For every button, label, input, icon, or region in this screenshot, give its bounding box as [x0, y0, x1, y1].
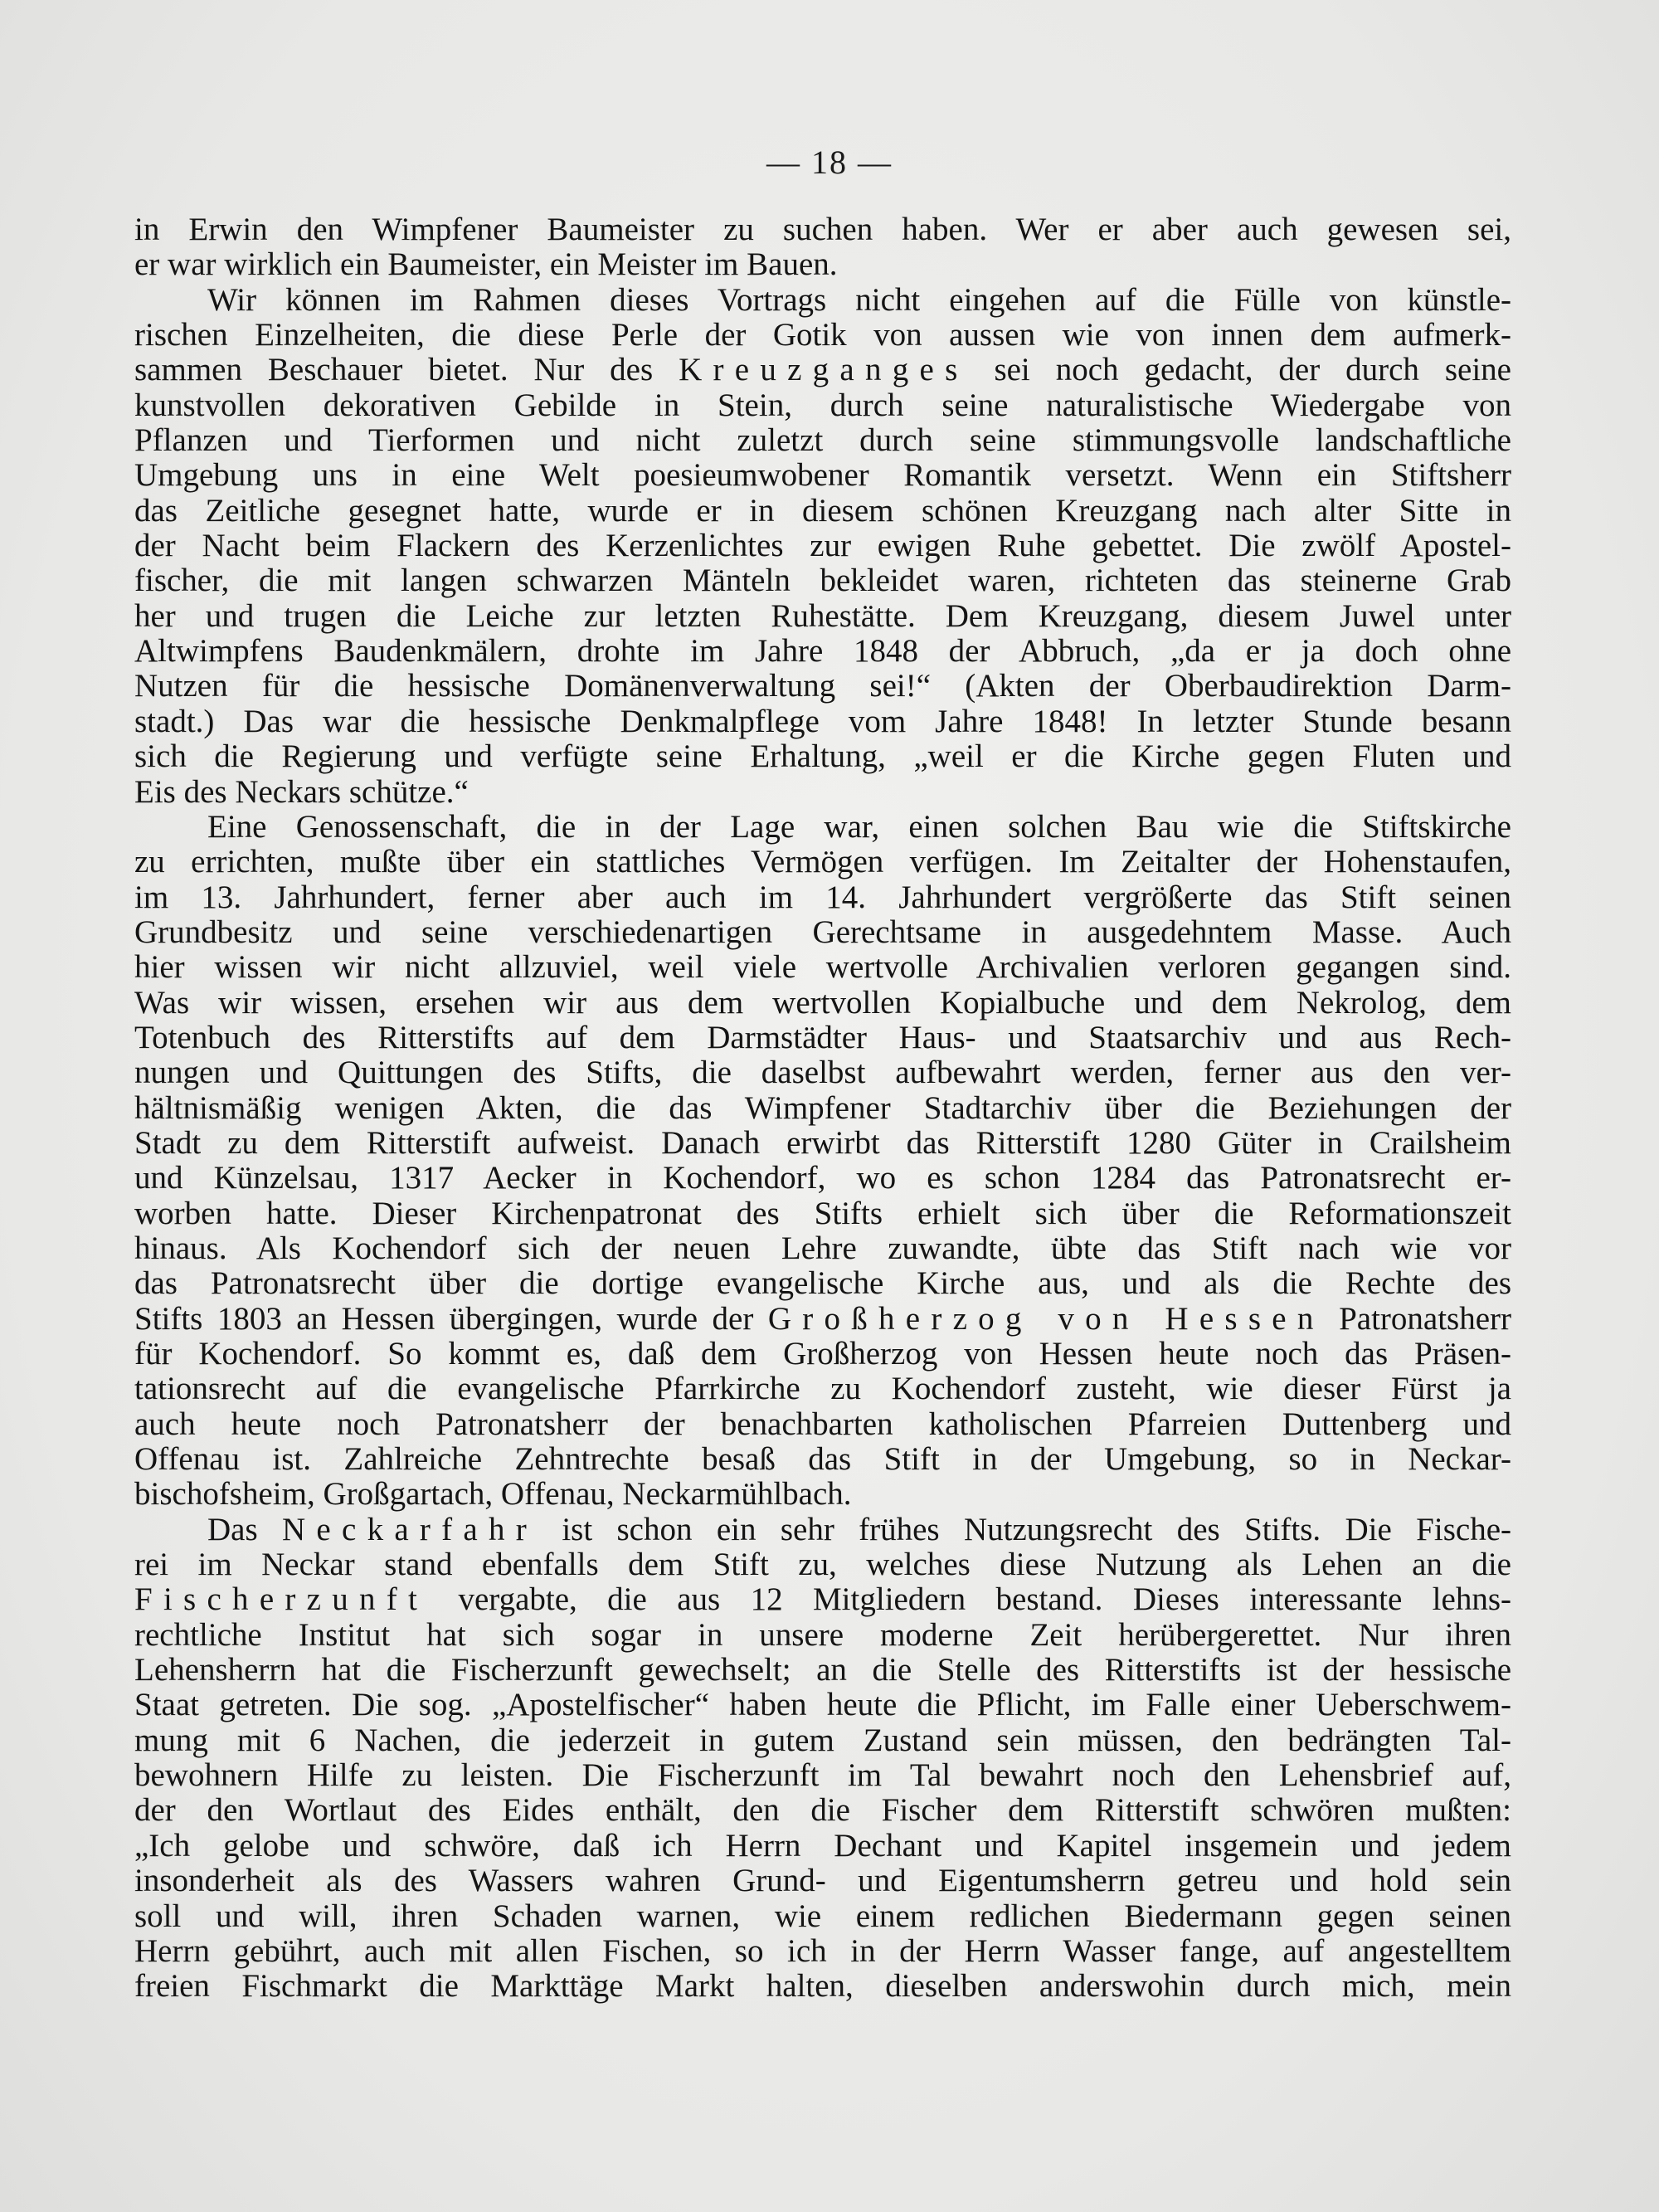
text-line: soll und will, ihren Schaden warnen, wie einem redlichen Biedermann gegen seinen — [134, 1898, 1511, 1934]
text-line: in Erwin den Wimpfener Baumeister zu suchen haben. Wer er aber auch gewesen sei, — [134, 212, 1511, 247]
body-text — [134, 212, 1511, 2005]
text-line: Eis des Neckars schütze.“ — [134, 773, 469, 810]
text-line — [134, 1302, 1511, 1337]
text-line: und Künzelsau, 1317 Aecker in Kochendorf, wo es schon 1284 das Patronatsrecht er- — [134, 1160, 1511, 1196]
text-line: Staat getreten. Die sog. „Apostelfischer“ haben heute die Pflicht, im Falle einer Ueberschwem- — [134, 1687, 1511, 1723]
text-line — [134, 353, 1511, 387]
spaced-emphasis: Kreuzganges — [679, 352, 969, 388]
text-line: rechtliche Institut hat sich sogar in unsere moderne Zeit herübergerettet. Nur ihren — [134, 1616, 1511, 1653]
line-segment: Patronatsherr — [1324, 1300, 1512, 1337]
text-line: er war wirklich ein Baumeister, ein Meister im Bauen. — [134, 246, 838, 283]
text-line: hinaus. Als Kochendorf sich der neuen Lehre zuwandte, übte das Stift nach wie vor — [134, 1230, 1511, 1266]
text-line: bewohnern Hilfe zu leisten. Die Fischerzunft im Tal bewahrt noch den Lehensbrief auf, — [134, 1757, 1511, 1794]
text-line: Totenbuch des Ritterstifts auf dem Darmstädter Haus- und Staatsarchiv und aus Rech- — [134, 1019, 1511, 1055]
text-line: Grundbesitz und seine verschiedenartigen Gerechtsame in ausgedehntem Masse. Auch — [134, 914, 1511, 950]
text-line: her und trugen die Leiche zur letzten Ruhestätte. Dem Kreuzgang, diesem Juwel unter — [134, 597, 1511, 634]
spaced-emphasis: Großherzog von Hessen — [767, 1300, 1325, 1337]
line-segment: sei noch gedacht, der durch seine — [968, 352, 1511, 388]
text-line: rischen Einzelheiten, die diese Perle der Gotik von aussen wie von innen dem aufmerk- — [134, 317, 1511, 353]
text-line: kunstvollen dekorativen Gebilde in Stein, durch seine naturalistische Wiedergabe von — [134, 387, 1511, 423]
text-line: hier wissen wir nicht allzuviel, weil viele wertvolle Archivalien verloren gegangen sind. — [134, 949, 1511, 986]
spaced-emphasis: Neckarfahr — [282, 1511, 538, 1547]
text-line: bischofsheim, Großgartach, Offenau, Neckarmühlbach. — [134, 1476, 852, 1513]
text-line: Wir können im Rahmen dieses Vortrags nicht eingehen auf die Fülle von künstle- — [207, 281, 1511, 318]
text-line: Herrn gebührt, auch mit allen Fischen, so ich in der Herrn Wasser fange, auf angestelltem — [134, 1932, 1511, 1969]
text-line: der den Wortlaut des Eides enthält, den die Fischer dem Ritterstift schwören mußten: — [134, 1792, 1511, 1829]
text-line: hältnismäßig wenigen Akten, die das Wimpfener Stadtarchiv über die Beziehungen der — [134, 1089, 1511, 1126]
text-line: Pflanzen und Tierformen und nicht zuletzt durch seine stimmungsvolle landschaftliche — [134, 422, 1511, 459]
text-line: Umgebung uns in eine Welt poesieumwobener Romantik versetzt. Wenn ein Stiftsherr — [134, 457, 1511, 494]
text-line: zu errichten, mußte über ein stattliches Vermögen verfügen. Im Zeitalter der Hohenstaufen, — [134, 844, 1511, 880]
text-line: Offenau ist. Zahlreiche Zehntrechte besaß das Stift in der Umgebung, so in Neckar- — [134, 1441, 1511, 1478]
text-line: der Nacht beim Flackern des Kerzenlichtes zur ewigen Ruhe gebettet. Die zwölf Apostel- — [134, 528, 1511, 564]
text-line: insonderheit als des Wassers wahren Grund- und Eigentumsherrn getreu und hold sein — [134, 1863, 1511, 1899]
text-line: worben hatte. Dieser Kirchenpatronat des Stifts erhielt sich über die Reformationszeit — [134, 1195, 1511, 1231]
text-line: Nutzen für die hessische Domänenverwaltung sei!“ (Akten der Oberbaudirektion Darm- — [134, 668, 1511, 704]
text-line: stadt.) Das war die hessische Denkmalpflege vom Jahre 1848! In letzter Stunde besann — [134, 703, 1511, 739]
line-segment: Stifts 1803 an Hessen übergingen, wurde der — [134, 1300, 768, 1337]
text-line: „Ich gelobe und schwöre, daß ich Herrn Dechant und Kapitel insgemein und jedem — [134, 1827, 1511, 1864]
text-line: Altwimpfens Baudenkmälern, drohte im Jahre 1848 der Abbruch, „da er ja doch ohne — [134, 633, 1511, 670]
text-line: sich die Regierung und verfügte seine Erhaltung, „weil er die Kirche gegen Fluten und — [134, 738, 1511, 775]
line-segment: vergabte, die aus 12 Mitgliedern bestand. Dieses interessante lehns- — [428, 1581, 1511, 1618]
text-line: freien Fischmarkt die Markttäge Markt halten, dieselben anderswohin durch mich, mein — [134, 1968, 1511, 2005]
text-line: Was wir wissen, ersehen wir aus dem wertvollen Kopialbuche und dem Nekrolog, dem — [134, 984, 1511, 1021]
text-line: tationsrecht auf die evangelische Pfarrkirche zu Kochendorf zusteht, wie dieser Fürst ja — [134, 1371, 1511, 1407]
text-line: rei im Neckar stand ebenfalls dem Stift zu, welches diese Nutzung als Lehen an die — [134, 1547, 1511, 1583]
text-line: Eine Genossenschaft, die in der Lage war, einen solchen Bau wie die Stiftskirche — [207, 808, 1511, 845]
text-line: fischer, die mit langen schwarzen Mänteln bekleidet waren, richteten das steinerne Grab — [134, 563, 1511, 599]
text-line: im 13. Jahrhundert, ferner aber auch im 14. Jahrhundert vergrößerte das Stift seinen — [134, 879, 1511, 915]
text-line: auch heute noch Patronatsherr der benachbarten katholischen Pfarreien Duttenberg und — [134, 1406, 1511, 1442]
text-line: nungen und Quittungen des Stifts, die daselbst aufbewahrt werden, ferner aus den ver- — [134, 1055, 1511, 1091]
text-line: für Kochendorf. So kommt es, daß dem Großherzog von Hessen heute noch das Präsen- — [134, 1336, 1511, 1372]
text-line — [134, 1582, 1511, 1617]
line-segment: Das — [207, 1511, 282, 1547]
text-line — [134, 1513, 1511, 1547]
text-line: Lehensherrn hat die Fischerzunft gewechselt; an die Stelle des Ritterstifts ist der hessische — [134, 1652, 1511, 1688]
text-line: das Zeitliche gesegnet hatte, wurde er in diesem schönen Kreuzgang nach alter Sitte in — [134, 492, 1511, 529]
line-segment: sammen Beschauer bietet. Nur des — [134, 352, 679, 388]
spaced-emphasis: Fischerzunft — [134, 1581, 429, 1618]
text-line: das Patronatsrecht über die dortige evangelische Kirche aus, und als die Rechte des — [134, 1265, 1511, 1302]
line-segment: ist schon ein sehr frühes Nutzungsrecht des Stifts. Die Fische- — [537, 1511, 1511, 1547]
page-number: — 18 — — [766, 144, 893, 181]
text-line: mung mit 6 Nachen, die jederzeit in gutem Zustand sein müssen, den bedrängten Tal- — [134, 1722, 1511, 1758]
text-line: Stadt zu dem Ritterstift aufweist. Danach erwirbt das Ritterstift 1280 Güter in Crailsheim — [134, 1124, 1511, 1161]
